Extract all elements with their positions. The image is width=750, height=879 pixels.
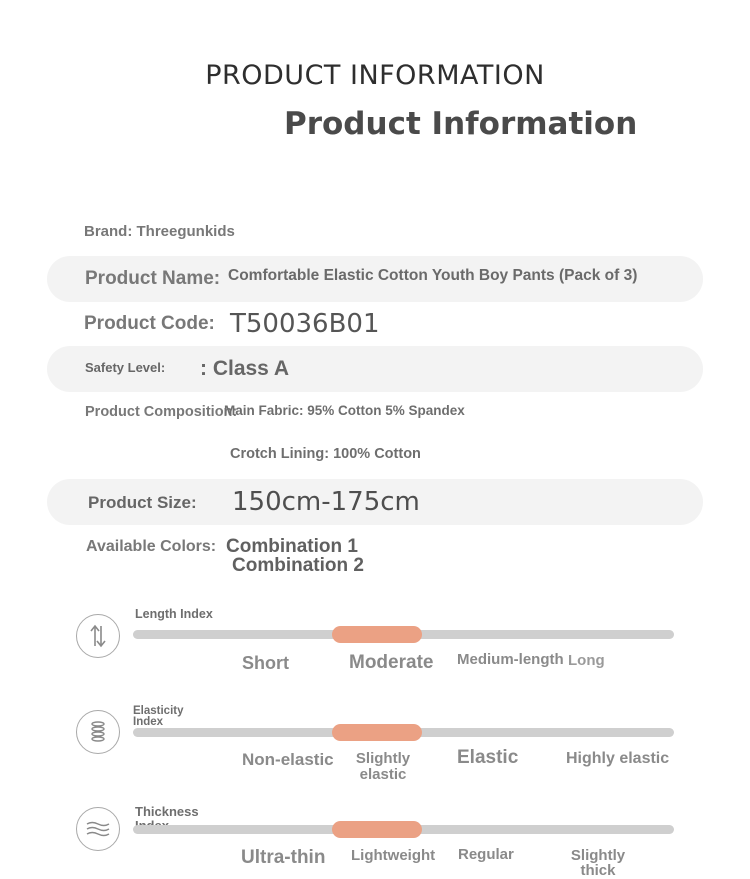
product-code-value: T50036B01 xyxy=(230,309,380,339)
length-option-medium: Medium-length xyxy=(457,651,564,668)
length-option-long: Long xyxy=(568,652,605,669)
brand-line: Brand: Threegunkids xyxy=(84,223,235,240)
elasticity-option-highly: Highly elastic xyxy=(566,750,670,767)
color-option-1: Combination 1 xyxy=(226,536,358,557)
elasticity-option-non: Non-elastic xyxy=(242,750,334,769)
product-size-value: 150cm-175cm xyxy=(232,487,420,517)
thickness-option-slightly: Slightly thick xyxy=(570,847,626,879)
safety-level-value: : Class A xyxy=(200,357,290,380)
length-index-label: Length Index xyxy=(135,607,213,621)
composition-label: Product Composition: xyxy=(85,404,238,420)
elasticity-index-label: Elasticity Index xyxy=(133,705,184,728)
product-name-value: Comfortable Elastic Cotton Youth Boy Pants (Pack of 3) xyxy=(228,267,638,284)
length-arrows-icon xyxy=(76,614,120,658)
product-code-label: Product Code: xyxy=(84,313,215,334)
waves-icon xyxy=(76,807,120,851)
safety-level-label: Safety Level: xyxy=(85,360,166,375)
product-size-label: Product Size: xyxy=(88,493,197,512)
elasticity-option-elastic: Elastic xyxy=(457,747,519,768)
composition-main: Main Fabric: 95% Cotton 5% Spandex xyxy=(224,403,465,418)
thickness-index-label: Thickness xyxy=(135,804,199,819)
composition-lining: Crotch Lining: 100% Cotton xyxy=(230,446,421,462)
spring-icon xyxy=(76,710,120,754)
thickness-option-ultra: Ultra-thin xyxy=(241,847,326,868)
length-option-short: Short xyxy=(242,653,289,673)
page-subtitle: Product Information xyxy=(284,106,638,142)
elasticity-option-slightly: Slightly elastic xyxy=(355,750,411,783)
colors-label: Available Colors: xyxy=(86,538,217,555)
thickness-selected-marker xyxy=(332,821,422,838)
thickness-option-light: Lightweight xyxy=(351,847,436,864)
length-selected-marker xyxy=(332,626,422,643)
length-option-moderate: Moderate xyxy=(349,652,434,673)
page-title: PRODUCT INFORMATION xyxy=(205,60,545,91)
product-name-label: Product Name: xyxy=(85,268,221,289)
elasticity-selected-marker xyxy=(332,724,422,741)
color-option-2: Combination 2 xyxy=(232,555,364,576)
thickness-option-regular: Regular xyxy=(458,846,514,863)
